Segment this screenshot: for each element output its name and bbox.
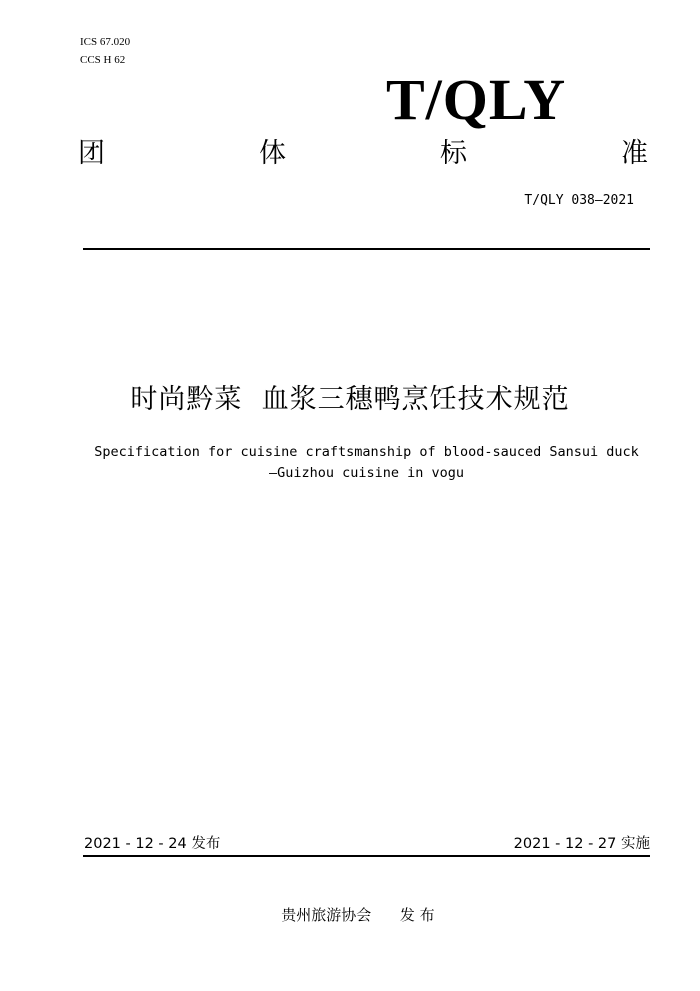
issuer: 贵州旅游协会 发 布	[281, 906, 435, 924]
standard-type-char: 团	[78, 138, 105, 169]
publish-date: 2021 - 12 - 24 发布	[84, 836, 221, 852]
standard-number: T/QLY 038—2021	[524, 193, 634, 208]
ccs-code: CCS H 62	[80, 54, 126, 66]
header-divider	[83, 248, 650, 250]
implement-date: 2021 - 12 - 27 实施	[513, 836, 650, 852]
standard-type	[78, 134, 648, 174]
chinese-title: 时尚黔菜 血浆三穗鸭烹饪技术规范	[130, 384, 570, 415]
ics-code: ICS 67.020	[80, 36, 131, 48]
english-title-line: —Guizhou cuisine in vogu	[268, 465, 465, 481]
english-title-line: Specification for cuisine craftsmanship of blood-sauced Sansui duck	[94, 444, 639, 460]
footer-divider	[83, 855, 650, 857]
standard-type-char: 体	[259, 138, 286, 169]
english-title	[0, 442, 700, 484]
standard-type-char: 标	[440, 138, 467, 169]
standard-type-char: 准	[621, 138, 648, 169]
standard-logo: T/QLY	[386, 67, 567, 132]
